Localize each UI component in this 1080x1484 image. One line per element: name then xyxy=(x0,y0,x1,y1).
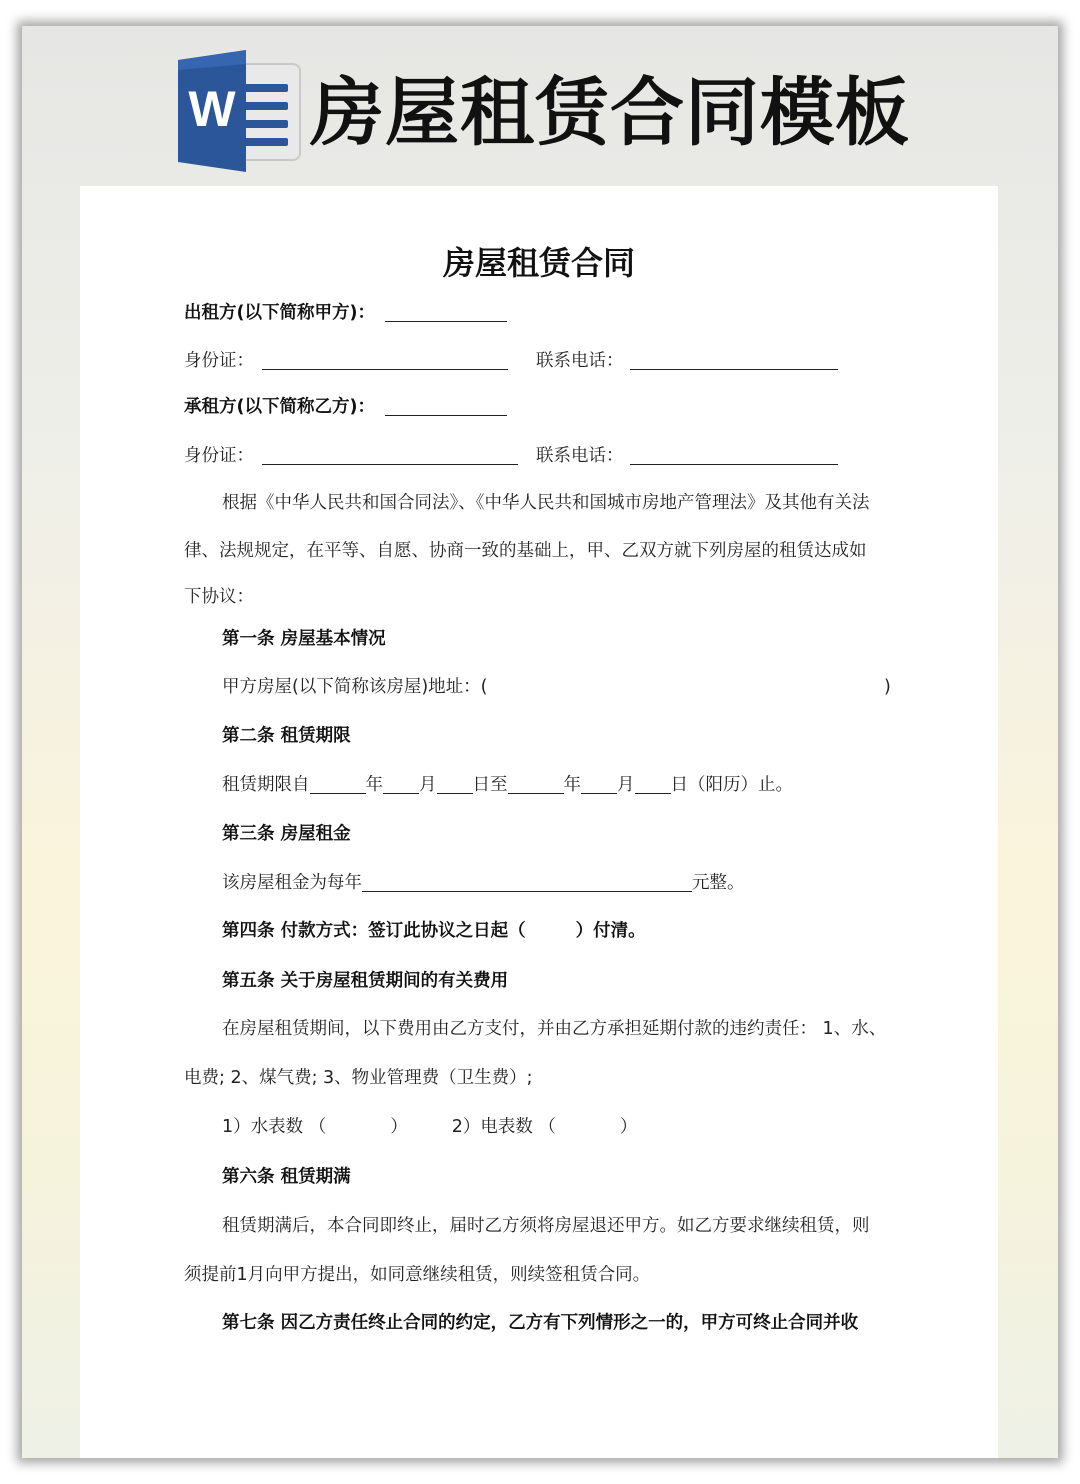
article-2-heading: 第二条 租赁期限 xyxy=(222,726,351,746)
end-year-blank[interactable] xyxy=(508,774,564,794)
address-close: ) xyxy=(884,677,891,697)
water-meter-close: ） xyxy=(390,1117,408,1137)
rent-unit: 元整。 xyxy=(692,873,745,893)
rent-amount-blank[interactable] xyxy=(362,872,692,892)
word-icon-letter: W xyxy=(188,81,236,137)
end-day-blank[interactable] xyxy=(635,774,671,794)
article-3-heading: 第三条 房屋租金 xyxy=(222,824,351,844)
word-icon xyxy=(176,50,302,172)
document-page xyxy=(80,186,998,1458)
party-b-line xyxy=(184,394,507,420)
party-a-phone-label: 联系电话： xyxy=(536,351,624,371)
party-b-label: 承租方(以下简称乙方)： xyxy=(184,397,375,417)
article-5-line-1: 在房屋租赁期间，以下费用由乙方支付，并由乙方承担延期付款的违约责任： 1、水、 xyxy=(222,1019,887,1039)
header xyxy=(176,46,936,176)
end-month-blank[interactable] xyxy=(581,774,617,794)
party-b-phone-label: 联系电话： xyxy=(536,446,624,466)
page-frame xyxy=(22,26,1058,1458)
meter-line xyxy=(222,1114,637,1140)
party-b-phone-blank[interactable] xyxy=(630,445,838,465)
party-a-line xyxy=(184,300,507,326)
document-title: 房屋租赁合同 xyxy=(442,244,635,282)
article-5-heading: 第五条 关于房屋租赁期间的有关费用 xyxy=(222,971,509,991)
party-a-id-line xyxy=(184,348,838,374)
start-year-label: 年 xyxy=(365,775,383,795)
start-day-label: 日至 xyxy=(472,775,508,795)
end-year-label: 年 xyxy=(563,775,581,795)
party-a-phone-blank[interactable] xyxy=(630,350,838,370)
party-a-label: 出租方(以下简称甲方)： xyxy=(184,303,375,323)
start-month-label: 月 xyxy=(419,775,437,795)
lease-term-from: 租赁期限自 xyxy=(222,775,310,795)
article-1-text xyxy=(222,674,902,700)
rent-line xyxy=(222,870,745,896)
party-b-id-blank[interactable] xyxy=(262,445,518,465)
article-5-line-2: 电费; 2、煤气费; 3、物业管理费（卫生费）; xyxy=(184,1068,533,1088)
header-title: 房屋租赁合同模板 xyxy=(310,70,910,156)
start-day-blank[interactable] xyxy=(437,774,473,794)
article-7-line-1: 第七条 因乙方责任终止合同的约定，乙方有下列情形之一的，甲方可终止合同并收 xyxy=(222,1313,859,1333)
electric-meter-close: ） xyxy=(619,1117,638,1137)
start-month-blank[interactable] xyxy=(383,774,419,794)
address-label: 甲方房屋(以下简称该房屋)地址：( xyxy=(222,677,488,697)
party-b-id-label: 身份证： xyxy=(184,446,254,466)
intro-line-1: 根据《中华人民共和国合同法》、《中华人民共和国城市房地产管理法》及其他有关法 xyxy=(222,493,870,513)
lease-term-line xyxy=(222,772,793,798)
payment-end: ）付清。 xyxy=(575,921,646,941)
article-6-line-2: 须提前1月向甲方提出，如同意继续租赁，则续签租赁合同。 xyxy=(184,1265,651,1285)
article-1-heading: 第一条 房屋基本情况 xyxy=(222,629,386,649)
party-b-blank[interactable] xyxy=(385,396,507,416)
end-day-label: 日（阳历）止。 xyxy=(670,775,793,795)
start-year-blank[interactable] xyxy=(310,774,366,794)
article-6-heading: 第六条 租赁期满 xyxy=(222,1167,351,1187)
article-6-line-1: 租赁期满后，本合同即终止，届时乙方须将房屋退还甲方。如乙方要求继续租赁，则 xyxy=(222,1216,870,1236)
payment-label: 第四条 付款方式：签订此协议之日起（ xyxy=(222,921,526,941)
party-a-blank[interactable] xyxy=(385,302,507,322)
party-a-id-blank[interactable] xyxy=(262,350,508,370)
water-meter-label: 1）水表数 （ xyxy=(222,1117,327,1137)
rent-label: 该房屋租金为每年 xyxy=(222,873,362,893)
article-4-line xyxy=(222,918,646,944)
electric-meter-label: 2）电表数 （ xyxy=(451,1117,556,1137)
end-month-label: 月 xyxy=(617,775,635,795)
intro-line-3: 下协议： xyxy=(184,587,254,607)
intro-line-2: 律、法规规定，在平等、自愿、协商一致的基础上，甲、乙双方就下列房屋的租赁达成如 xyxy=(184,541,867,561)
party-b-id-line xyxy=(184,443,838,469)
party-a-id-label: 身份证： xyxy=(184,351,254,371)
